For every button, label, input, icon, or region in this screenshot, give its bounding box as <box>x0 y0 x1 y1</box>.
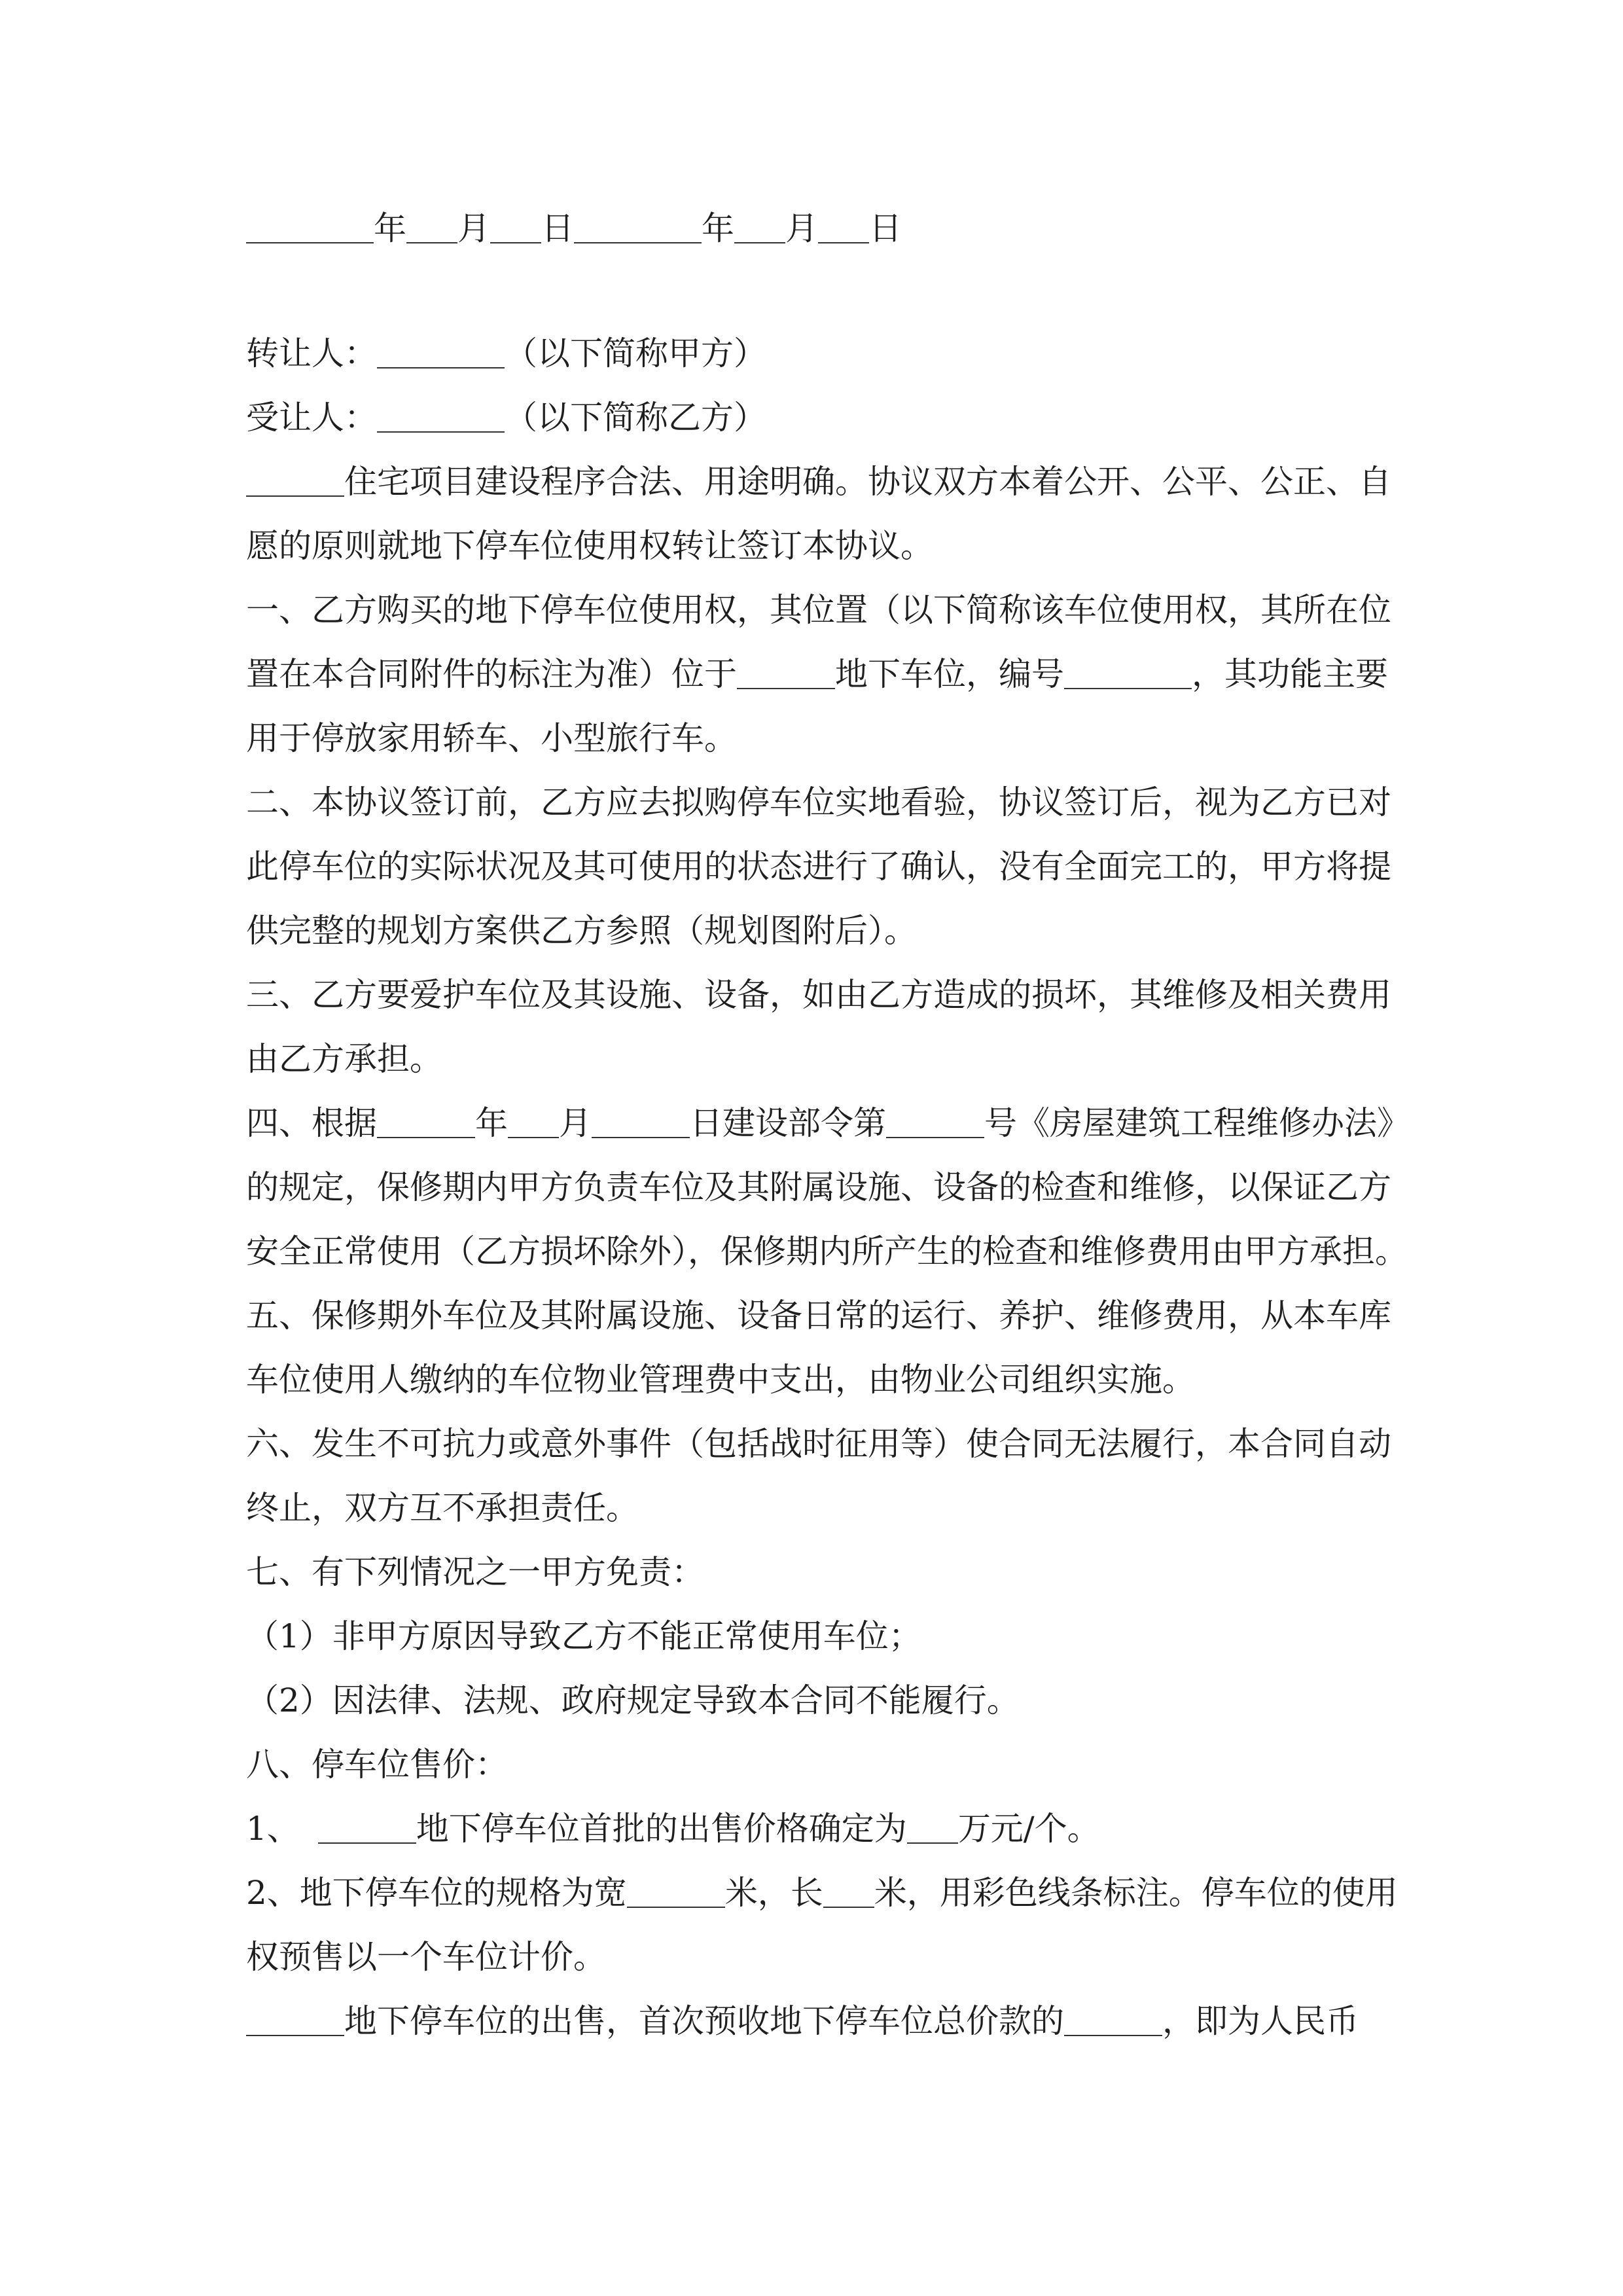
blank[interactable] <box>377 401 505 433</box>
blank[interactable] <box>592 1107 690 1138</box>
clause-4: 四、根据 年 月 日建设部令第 号《房屋建筑工程维修办法》 <box>246 1104 1410 1142</box>
clause-8-item-1: 1、 地下停车位首批的出售价格确定为 万元/个。 <box>246 1810 1100 1848</box>
blank[interactable] <box>377 1107 475 1138</box>
blank[interactable] <box>318 1812 416 1844</box>
clause-1: 一、乙方购买的地下停车位使用权，其位置（以下简称该车位使用权，其所在位 <box>246 591 1391 629</box>
clause-8-item-2: 权预售以一个车位计价。 <box>246 1938 606 1976</box>
blank[interactable] <box>246 212 374 243</box>
clause-3: 由乙方承担。 <box>246 1040 442 1078</box>
clause-2: 二、本协议签订前，乙方应去拟购停车位实地看验，协议签订后，视为乙方已对 <box>246 783 1391 821</box>
clause-3: 三、乙方要爱护车位及其设施、设备，如由乙方造成的损坏，其维修及相关费用 <box>246 976 1391 1014</box>
blank[interactable] <box>627 1876 725 1908</box>
clause-8-last: 地下停车位的出售，首次预收地下停车位总价款的 ，即为人民币 <box>246 1989 1378 2053</box>
clause-1: 置在本合同附件的标注为准）位于 地下车位，编号 ，其功能主要 <box>246 655 1388 693</box>
preamble-line: 愿的原则就地下停车位使用权转让签订本协议。 <box>246 527 933 565</box>
blank[interactable] <box>246 2005 344 2036</box>
transferor-line: 转让人： （以下简称甲方） <box>246 334 766 372</box>
blank[interactable] <box>377 337 505 368</box>
contract-page <box>246 196 1410 2053</box>
blank[interactable] <box>818 212 869 243</box>
clause-2: 供完整的规划方案供乙方参照（规划图附后）。 <box>246 912 917 950</box>
blank[interactable] <box>490 212 541 243</box>
clause-5: 五、保修期外车位及其附属设施、设备日常的运行、养护、维修费用，从本车库 <box>246 1297 1391 1335</box>
clause-2: 此停车位的实际状况及其可使用的状态进行了确认，没有全面完工的，甲方将提 <box>246 848 1391 886</box>
blank[interactable] <box>886 1107 984 1138</box>
clause-6: 终止，双方互不承担责任。 <box>246 1489 639 1527</box>
clause-5: 车位使用人缴纳的车位物业管理费中支出，由物业公司组织实施。 <box>246 1361 1195 1399</box>
blank[interactable] <box>574 212 702 243</box>
clause-8-item-2: 2、地下停车位的规格为宽 米，长 米，用彩色线条标注。停车位的使用 <box>246 1874 1398 1912</box>
blank[interactable] <box>508 1107 559 1138</box>
blank[interactable] <box>823 1876 874 1908</box>
blank[interactable] <box>1064 658 1192 689</box>
transferee-line: 受让人： （以下简称乙方） <box>246 399 766 437</box>
clause-8: 八、停车位售价： <box>246 1746 508 1784</box>
clause-7-item-1: （1）非甲方原因导致乙方不能正常使用车位； <box>246 1617 921 1655</box>
blank[interactable] <box>1064 2005 1162 2036</box>
clause-7-item-2: （2）因法律、法规、政府规定导致本合同不能履行。 <box>246 1681 1020 1719</box>
clause-4: 的规定，保修期内甲方负责车位及其附属设施、设备的检查和维修，以保证乙方 <box>246 1168 1391 1206</box>
blank[interactable] <box>734 212 785 243</box>
blank[interactable] <box>246 465 344 497</box>
clause-1: 用于停放家用轿车、小型旅行车。 <box>246 719 737 757</box>
clause-4: 安全正常使用（乙方损坏除外），保修期内所产生的检查和维修费用由甲方承担。 <box>246 1232 1408 1270</box>
clause-7: 七、有下列情况之一甲方免责： <box>246 1553 704 1591</box>
blank[interactable] <box>737 658 835 689</box>
clause-6: 六、发生不可抗力或意外事件（包括战时征用等）使合同无法履行，本合同自动 <box>246 1425 1391 1463</box>
date-line: 年 月 日 年 月 日 <box>246 196 1378 260</box>
preamble-line: 住宅项目建设程序合法、用途明确。协议双方本着公开、公平、公正、自 <box>246 450 1378 514</box>
blank[interactable] <box>406 212 457 243</box>
blank[interactable] <box>907 1812 958 1844</box>
